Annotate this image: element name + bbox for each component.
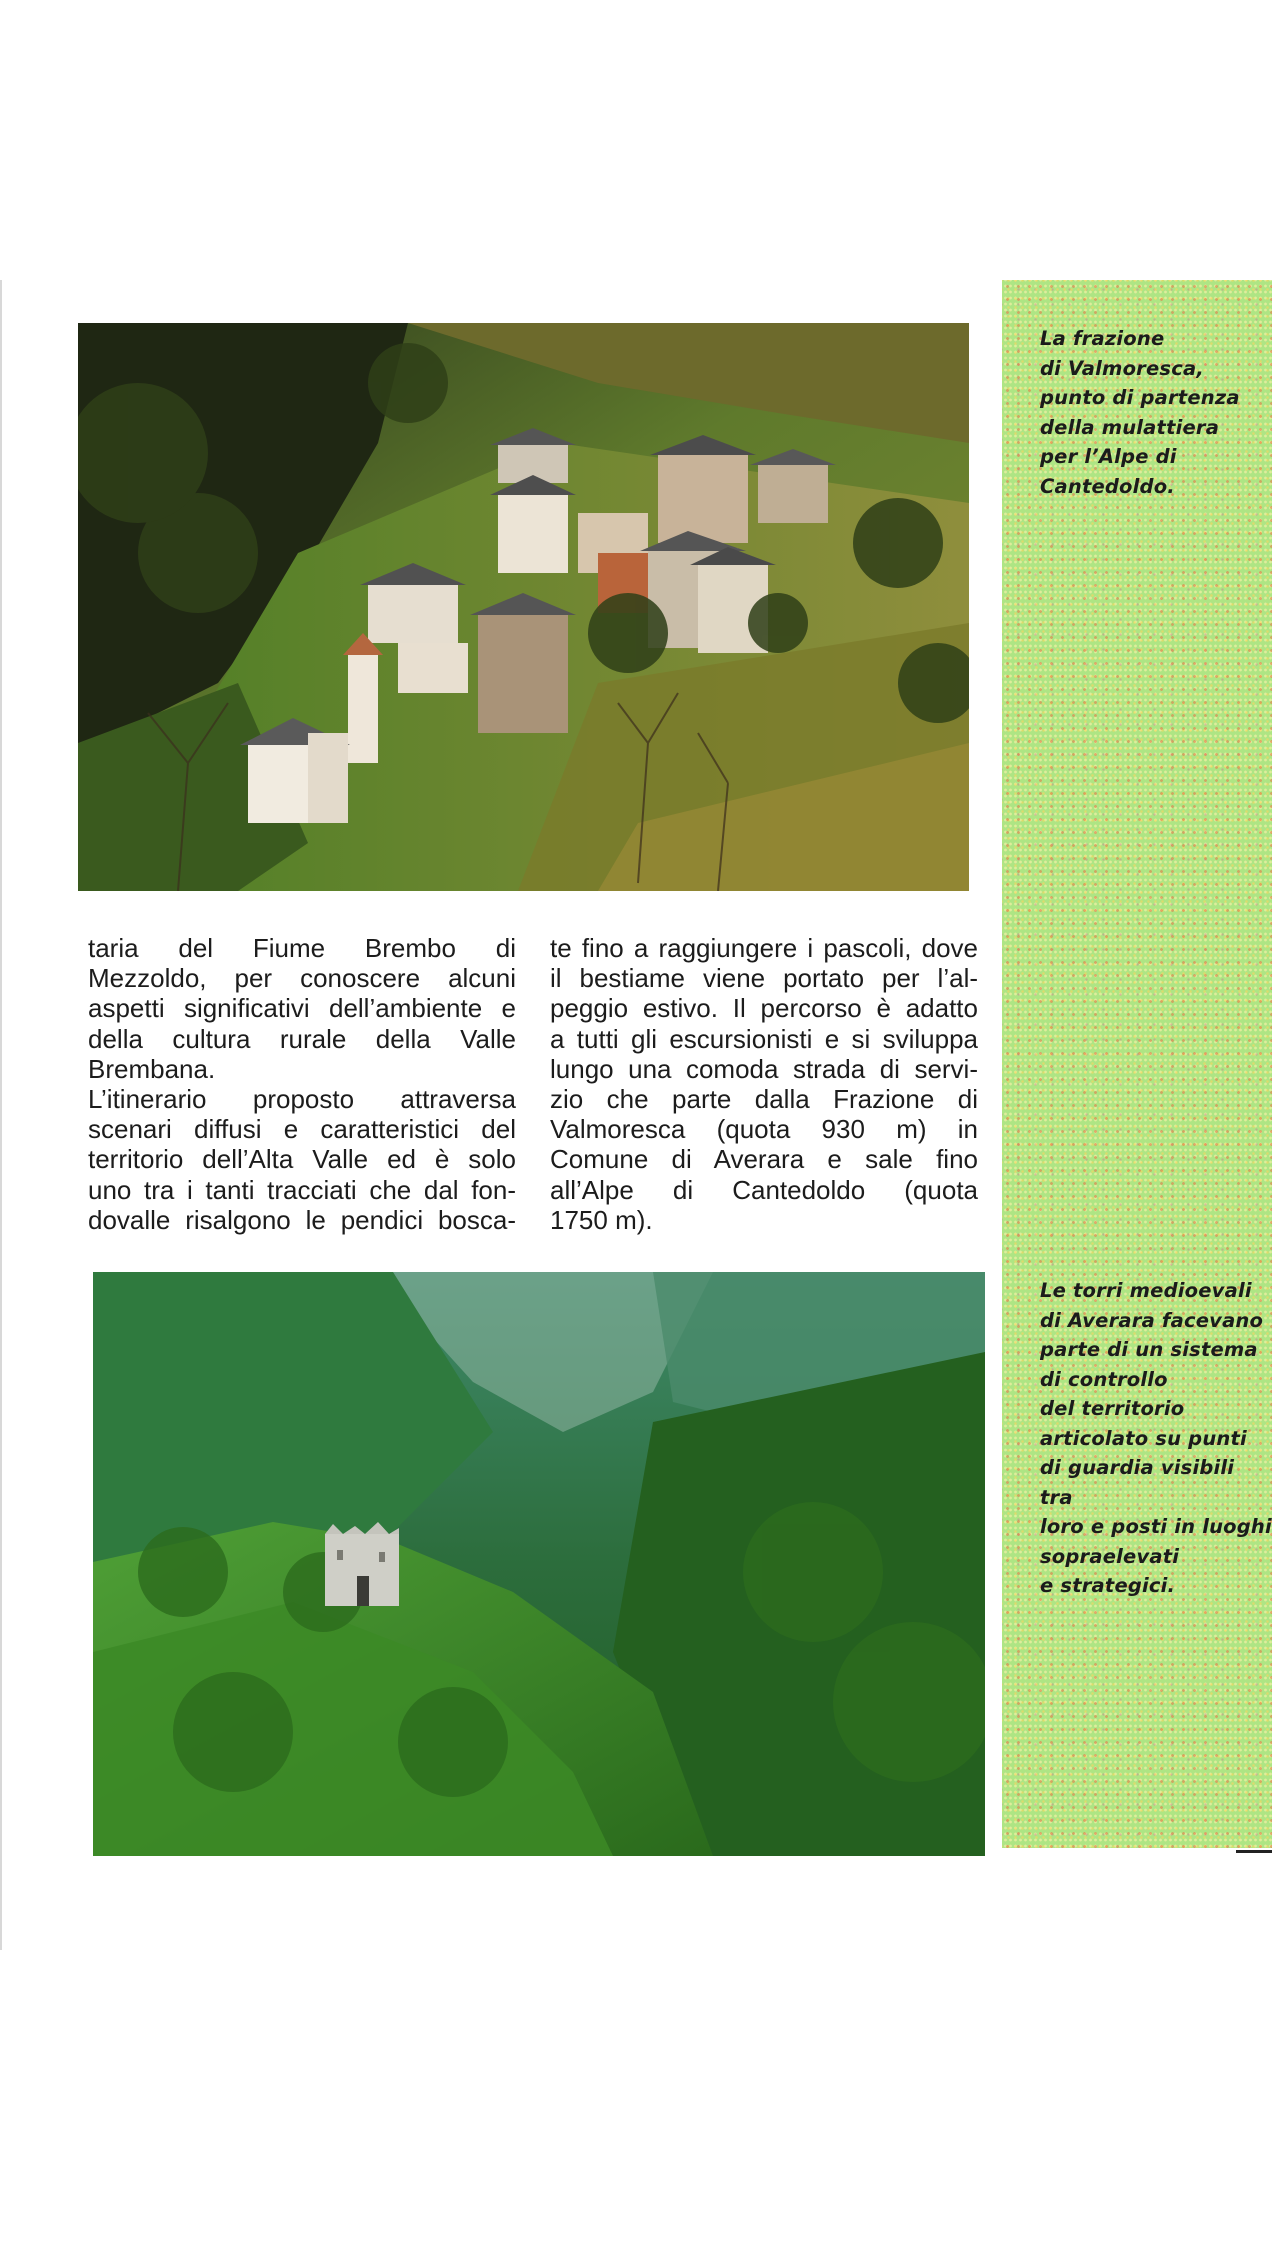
tower-photo-image — [93, 1272, 985, 1856]
caption-line: del territorio — [1040, 1397, 1185, 1420]
caption-line: punto di partenza — [1040, 386, 1240, 409]
text-line: Valmoresca (quota 930 m) in — [550, 1114, 978, 1145]
text-line: peggio estivo. Il percorso è adatto — [550, 993, 978, 1024]
caption-line: e strategici. — [1040, 1574, 1176, 1597]
tower-photo — [93, 1272, 985, 1856]
body-text-column-1 — [88, 933, 516, 1235]
village-photo-image — [78, 323, 969, 891]
text-line: 1750 m). — [550, 1204, 653, 1235]
text-line: Mezzoldo, per conoscere alcuni — [88, 963, 516, 994]
page-edge-rule — [1236, 1850, 1272, 1853]
caption-line: loro e posti in luoghi — [1040, 1515, 1272, 1538]
body-text-column-2 — [550, 933, 978, 1235]
caption-sidebar — [1002, 280, 1272, 1848]
text-line: Brembana. — [88, 1053, 216, 1084]
caption-line: Cantedoldo. — [1040, 474, 1175, 498]
caption-line: Le torri medioevali — [1040, 1279, 1252, 1302]
tower-ruin — [325, 1522, 399, 1606]
text-line: territorio dell’Alta Valle ed è solo — [88, 1144, 516, 1175]
text-line: all’Alpe di Cantedoldo (quota — [550, 1174, 978, 1205]
caption-line: di guardia visibili tra — [1040, 1456, 1235, 1509]
caption-line: di controllo — [1040, 1367, 1168, 1391]
text-line: taria del Fiume Brembo di — [88, 933, 516, 963]
text-line: L’itinerario proposto attraversa — [88, 1084, 516, 1115]
text-line: te fino a raggiungere i pascoli, dove — [550, 933, 978, 963]
caption-line: di Averara facevano — [1040, 1308, 1264, 1332]
text-line: uno tra i tanti tracciati che dal fon- — [88, 1174, 516, 1205]
village-photo — [78, 323, 969, 891]
text-line: zio che parte dalla Frazione di — [550, 1084, 978, 1115]
caption-line: parte di un sistema — [1040, 1338, 1258, 1361]
text-line: della cultura rurale della Valle — [88, 1023, 516, 1054]
caption-line: sopraelevati — [1040, 1544, 1180, 1568]
text-line: a tutti gli escursionisti e si sviluppa — [550, 1023, 978, 1054]
text-line: scenari diffusi e caratteristici del — [88, 1114, 516, 1145]
caption-line: La frazione — [1040, 327, 1165, 350]
caption-line: articolato su punti — [1040, 1426, 1247, 1450]
text-line: Comune di Averara e sale fino — [550, 1144, 978, 1175]
caption-line: di Valmoresca, — [1040, 356, 1204, 380]
caption-averara-towers — [1040, 1276, 1272, 1601]
scan-edge-shadow — [0, 280, 2, 1950]
text-line: dovalle risalgono le pendici bosca- — [88, 1204, 516, 1235]
text-line: lungo una comoda strada di servi- — [550, 1053, 978, 1084]
text-line: il bestiame viene portato per l’al- — [550, 963, 978, 994]
text-line: aspetti significativi dell’ambiente e — [88, 993, 516, 1024]
caption-line: per l’Alpe di — [1040, 445, 1177, 468]
caption-line: della mulattiera — [1040, 415, 1220, 439]
caption-valmoresca — [1040, 324, 1272, 501]
